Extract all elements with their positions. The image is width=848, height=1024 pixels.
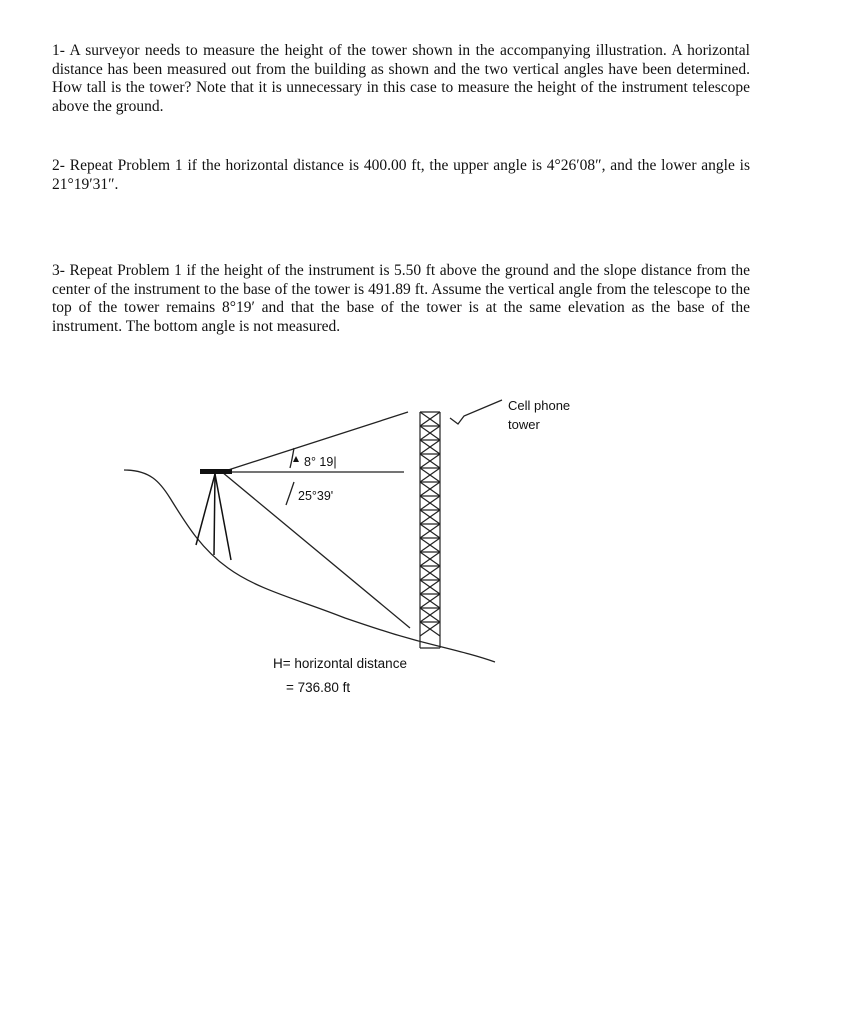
tower-label-line2: tower	[508, 417, 540, 432]
upper-angle-label: 8° 19|	[304, 455, 337, 469]
problem-1-number: 1-	[52, 42, 65, 59]
upper-angle-arrow-icon	[293, 456, 299, 462]
upper-angle-arc	[290, 448, 294, 468]
tripod-instrument	[196, 469, 232, 560]
problem-3	[52, 262, 750, 336]
distance-label-line1: H= horizontal distance	[273, 656, 407, 671]
problem-3-number: 3-	[52, 262, 65, 279]
survey-figure	[0, 380, 848, 720]
lattice-tower	[420, 412, 440, 648]
distance-label-line2: = 736.80 ft	[286, 680, 351, 695]
lower-angle-arc	[286, 482, 294, 505]
tower-label-line1: Cell phone	[508, 398, 571, 413]
lower-angle-label: 25°39'	[298, 489, 334, 503]
problem-1	[52, 42, 750, 116]
tower-leader-line	[450, 400, 502, 424]
problem-2-number: 2-	[52, 157, 65, 174]
problem-2	[52, 157, 750, 194]
problem-3-text: Repeat Problem 1 if the height of the instrument is 5.50 ft above the ground and the slope distance from the center of the instrument to the base of the tower is 491.89 ft. Assume the vertical angle from the telescope to the top of the tower remains 8°19′ and that the base of the tower is at the same elevation as the base of the instrument. The bottom angle is not measured.	[52, 262, 750, 335]
problem-2-text: Repeat Problem 1 if the horizontal distance is 400.00 ft, the upper angle is 4°26′08″, and the lower angle is 21°19′31″.	[52, 157, 750, 193]
problem-1-text: A surveyor needs to measure the height of the tower shown in the accompanying illustration. A horizontal distance has been measured out from the building as shown and the two vertical angles have been determined. How tall is the tower? Note that it is unnecessary in this case to measure the height of the instrument telescope above the ground.	[52, 42, 750, 115]
